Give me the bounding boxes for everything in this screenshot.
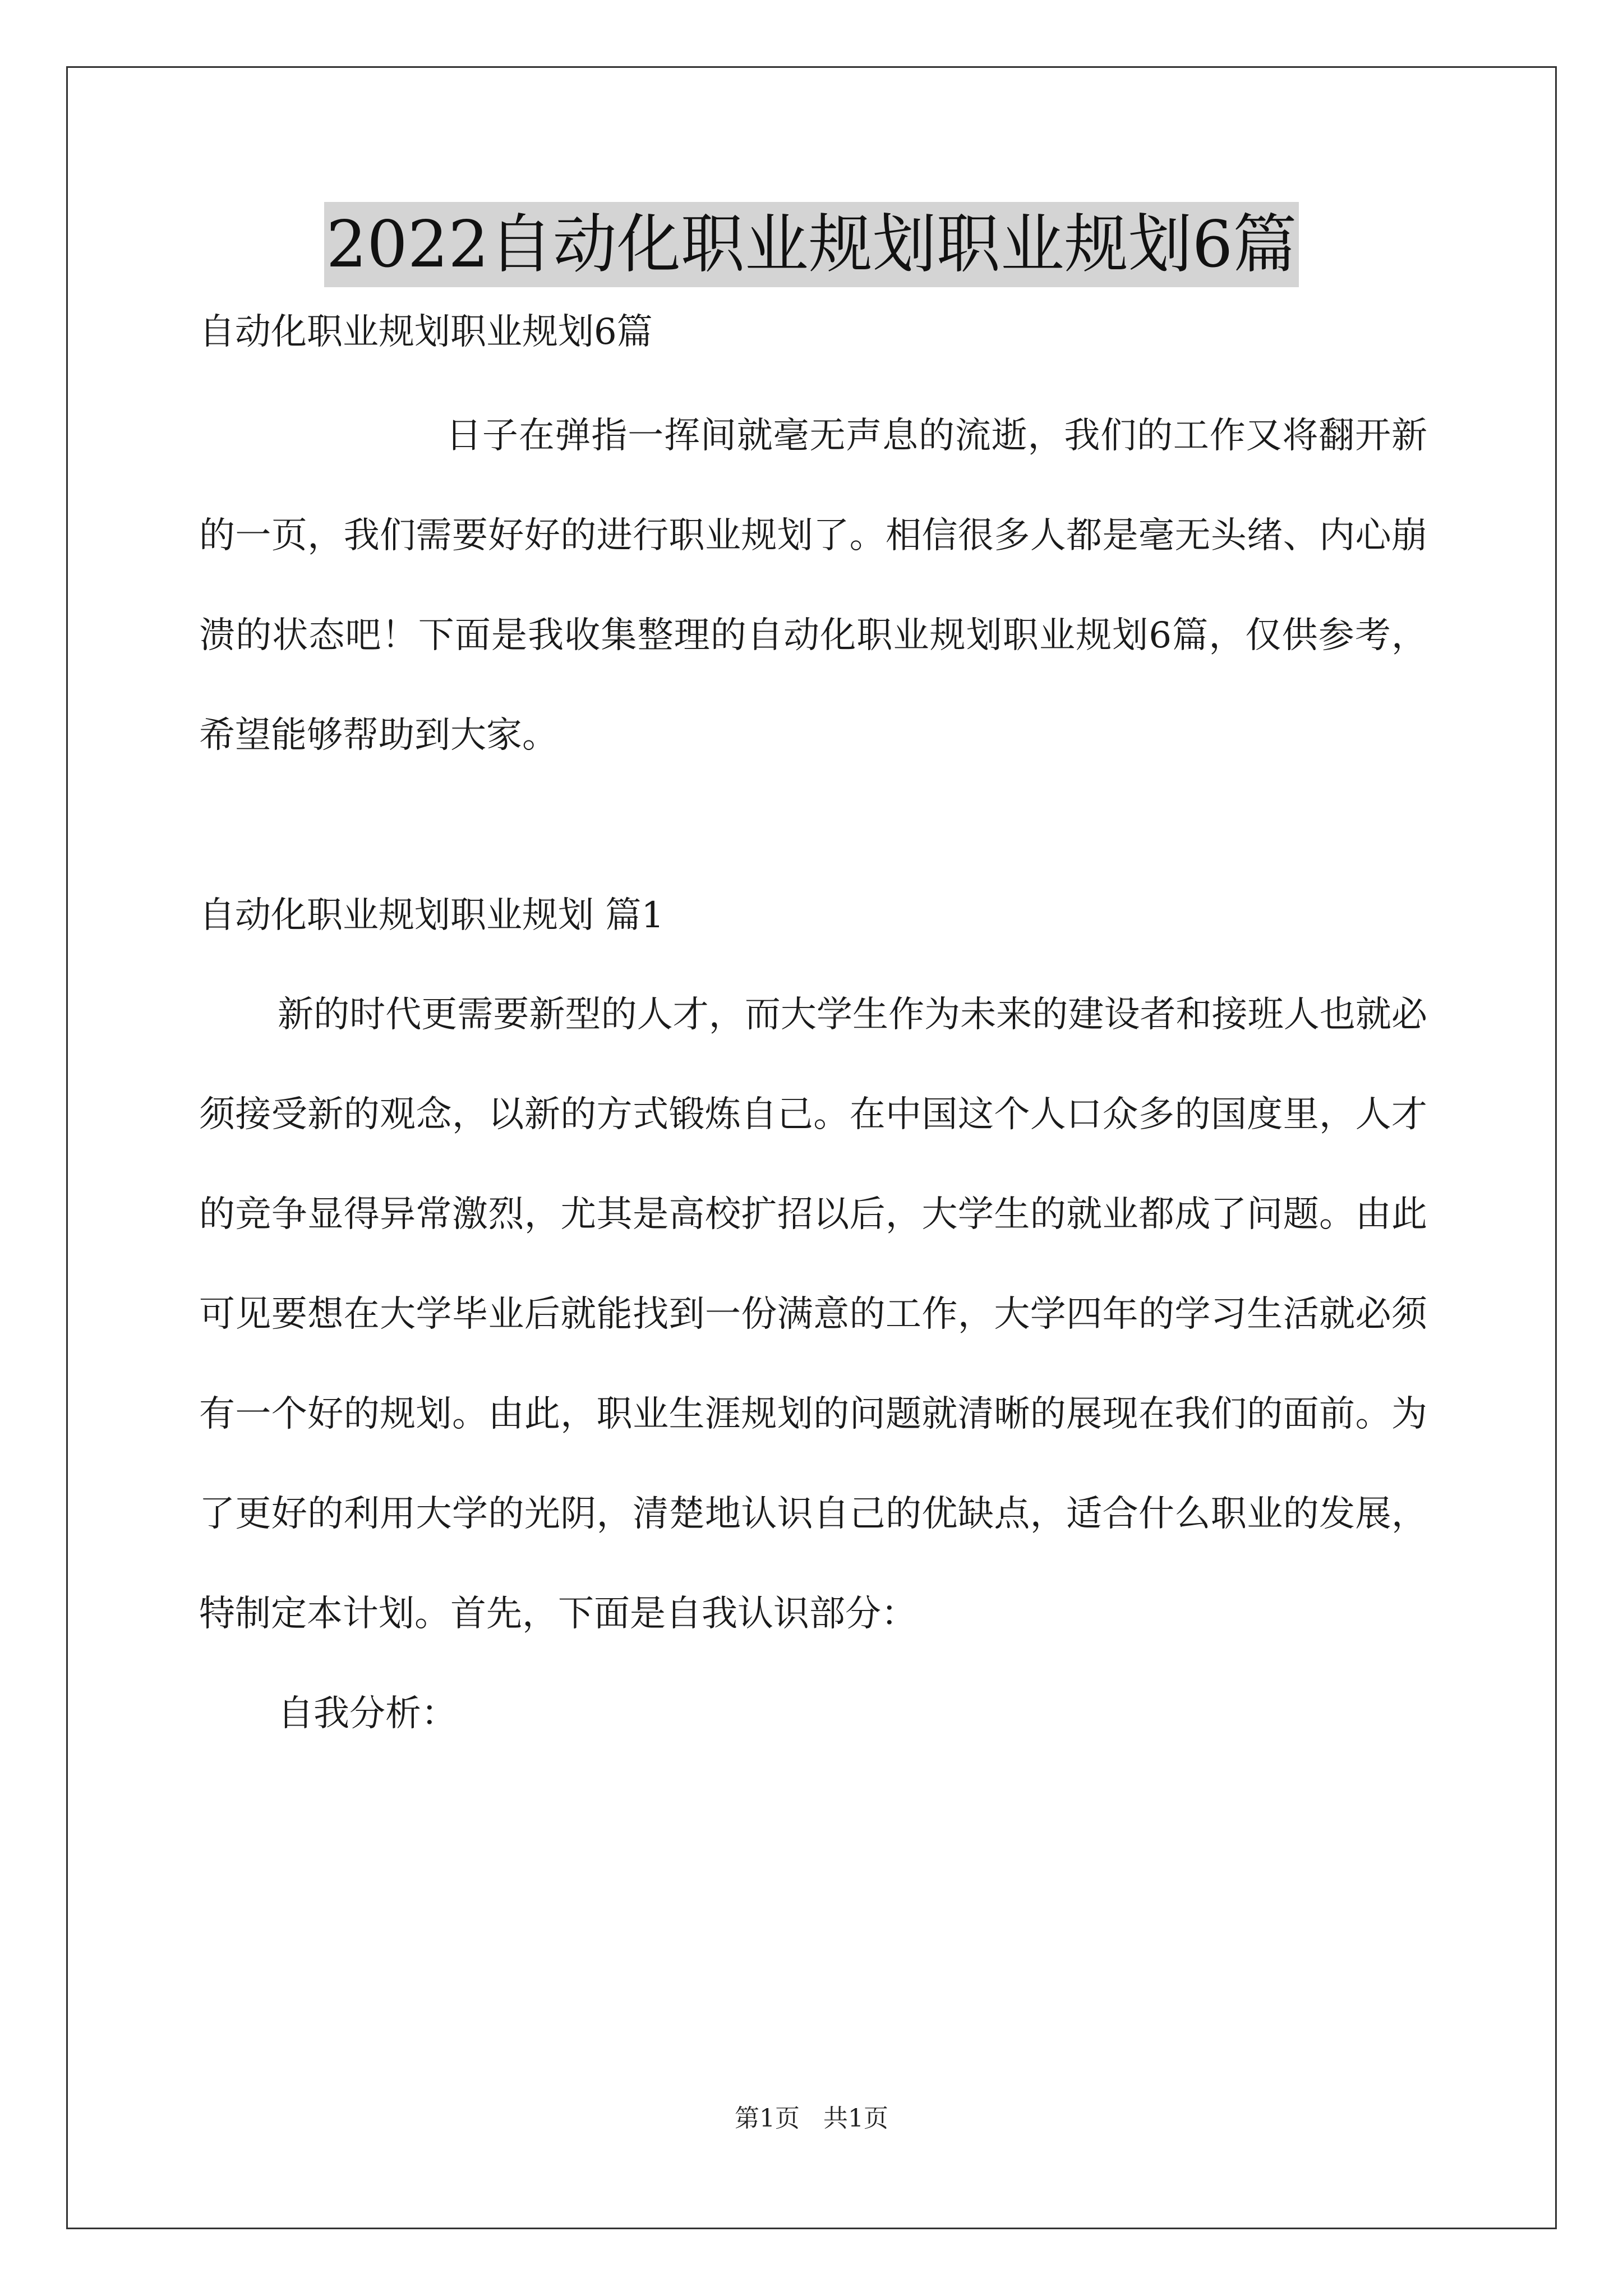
- document-body: [199, 311, 1427, 1764]
- document-subtitle: 自动化职业规划职业规划6篇: [199, 311, 653, 353]
- intro-paragraph: 日子在弹指一挥间就毫无声息的流逝，我们的工作又将翻开新的一页，我们需要好好的进行职业规划了。相信很多人都是毫无头绪、内心崩溃的状态吧！下面是我收集整理的自动化职业规划职业规划6篇，仅供参考，希望能够帮助到大家。: [199, 415, 1427, 756]
- page-footer: 第1页 共1页: [735, 2104, 888, 2133]
- self-analysis-label: 自我分析：: [278, 1693, 457, 1734]
- title-wrapper: [0, 202, 1623, 287]
- section-heading-1: 自动化职业规划职业规划 篇1: [199, 895, 665, 936]
- document-title: 2022自动化职业规划职业规划6篇: [324, 202, 1299, 287]
- section-1-paragraph: 新的时代更需要新型的人才，而大学生作为未来的建设者和接班人也就必须接受新的观念，以新的方式锻炼自己。在中国这个人口众多的国度里，人才的竞争显得异常激烈，尤其是高校扩招以后，大学生的就业都成了问题。由此可见要想在大学毕业后就能找到一份满意的工作，大学四年的学习生活就必须有一个好的规划。由此，职业生涯规划的问题就清晰的展现在我们的面前。为了更好的利用大学的光阴，清楚地认识自己的优缺点，适合什么职业的发展，特制定本计划。首先，下面是自我认识部分：: [199, 994, 1427, 1635]
